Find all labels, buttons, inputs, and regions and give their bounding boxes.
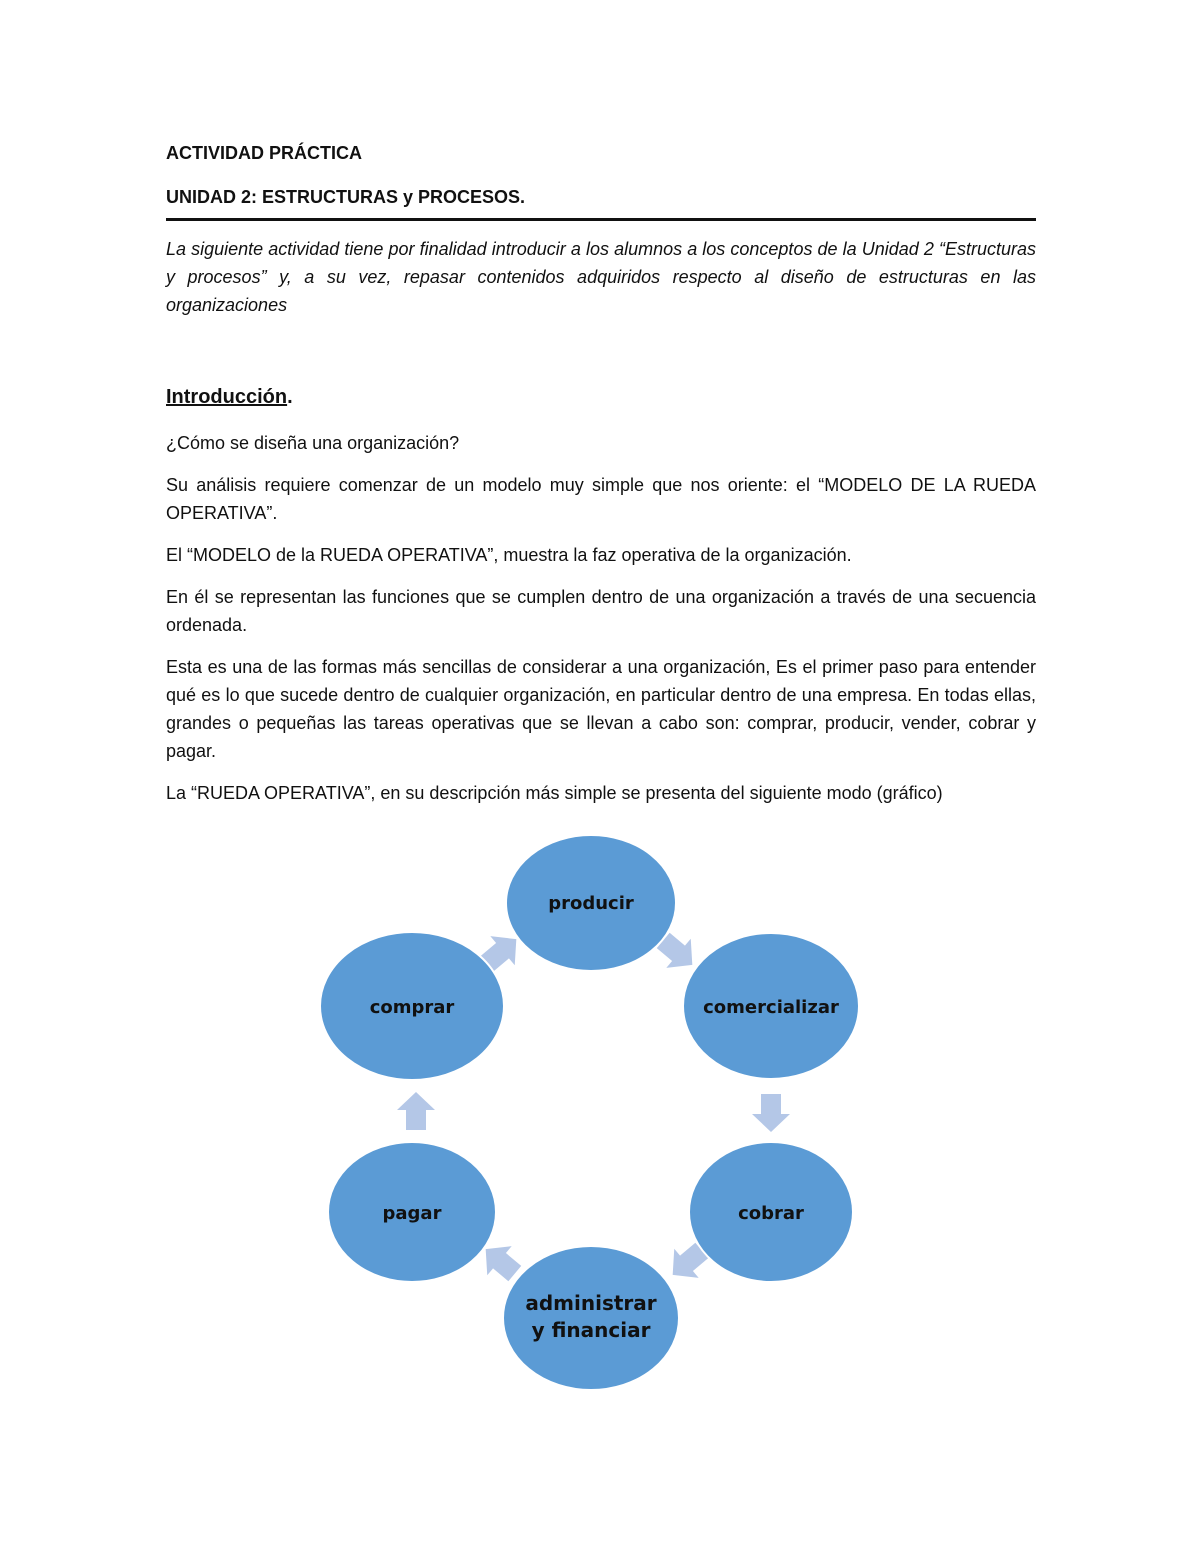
section-title [166, 383, 1036, 411]
unit-title: UNIDAD 2: ESTRUCTURAS y PROCESOS. [166, 187, 526, 207]
paragraph-tasks: Esta es una de las formas más sencillas de considerar a una organización, Es el primer paso para entender qué es lo que sucede dentro de cualquier organización, en particular dentro de una empresa. En todas ellas, grandes o pequeñas las tareas operativas que se llevan a cabo son: comprar, producir, vender, cobrar y pagar. [166, 657, 1036, 761]
activity-title: ACTIVIDAD PRÁCTICA [166, 143, 362, 163]
label-comprar: comprar [369, 997, 455, 1018]
paragraph-functions: En él se representan las funciones que se cumplen dentro de una organización a través de una secuencia ordenada. [166, 587, 1036, 635]
arrow-comercializar-to-cobrar [752, 1094, 790, 1132]
operative-wheel-diagram [300, 830, 900, 1390]
label-cobrar: cobrar [738, 1203, 804, 1224]
label-administrar-line1: administrar [525, 1291, 657, 1315]
label-comercializar: comercializar [703, 997, 839, 1018]
document-content [166, 140, 1036, 821]
header-divider [166, 218, 1036, 221]
intro-text: La siguiente actividad tiene por finalidad introducir a los alumnos a los conceptos de la Unidad 2 “Estructuras y procesos” y, a su vez, repasar contenidos adquiridos respecto al diseño de estructuras en las organizaciones [166, 239, 1036, 315]
arrow-pagar-to-comprar [397, 1092, 435, 1130]
paragraph-question: ¿Cómo se diseña una organización? [166, 433, 460, 453]
operative-wheel-svg [300, 830, 900, 1390]
paragraph-model-face: El “MODELO de la RUEDA OPERATIVA”, muestra la faz operativa de la organización. [166, 545, 852, 565]
paragraph-model-intro: Su análisis requiere comenzar de un modelo muy simple que nos oriente: el “MODELO DE LA RUEDA OPERATIVA”. [166, 475, 1036, 523]
section-title-suffix: . [287, 386, 293, 408]
label-administrar-line2: y financiar [531, 1318, 651, 1342]
label-pagar: pagar [382, 1203, 442, 1224]
label-producir: producir [548, 893, 634, 914]
paragraph-graphic-intro: La “RUEDA OPERATIVA”, en su descripción más simple se presenta del siguiente modo (gráfico) [166, 783, 943, 803]
section-title-text: Introducción [166, 386, 288, 408]
